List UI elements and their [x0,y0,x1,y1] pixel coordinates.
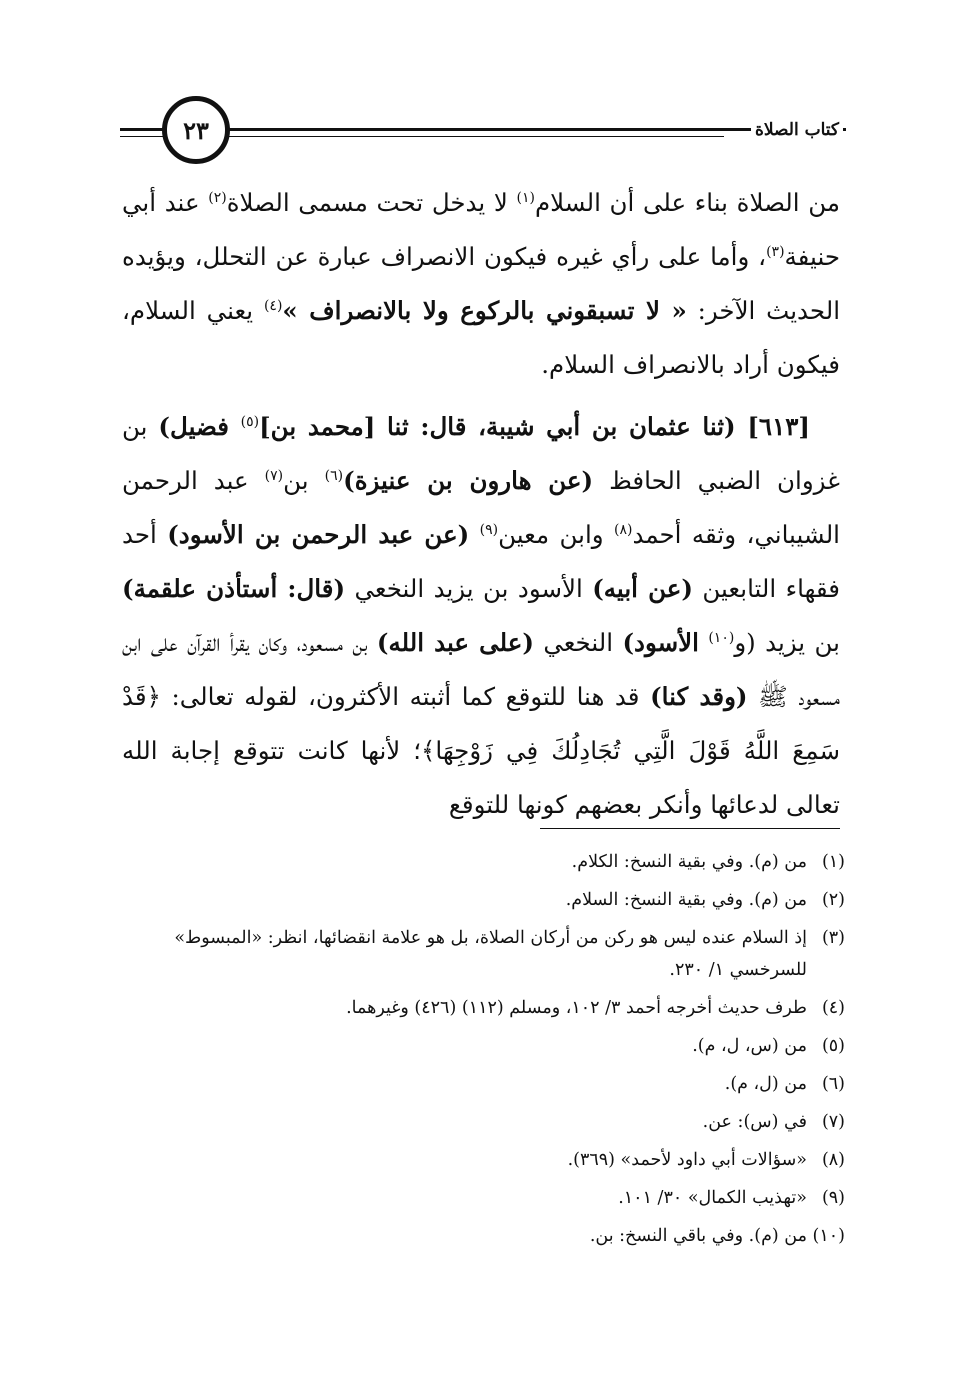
body-paragraph [122,176,840,392]
bold-text: الأسود) [622,628,699,657]
bold-text: [٦١٣] (ثنا عثمان بن أبي شيبة، قال: ثنا [محمد بن] [259,412,810,441]
footnote-number: (١) [821,852,845,872]
footnote-item [120,1144,845,1176]
footnote-number: (٩) [821,1188,845,1208]
footnote-number: (٢) [821,890,845,910]
footnote-text: في (س): عن. [702,1112,807,1132]
footnote-text: طرف حديث أخرجه أحمد ٣/ ١٠٢، ومسلم (١١٢) (٤٢٦) وغيرهما. [346,998,807,1018]
text-run [469,520,479,549]
footnote-text: إذ السلام عنده ليس هو ركن من أركان الصلاة، بل هو علامة انقضائها، انظر: «المبسوط» للسرخسي ١/ ٢٣٠. [174,928,807,980]
bold-text: (قال: أستأذن علقمة) [122,574,346,603]
text-run: أحد فقهاء التابعين [122,520,840,603]
text-run: بن غزوان الضبي الحافظ [122,412,840,495]
text-run: ، وأما على رأي غيره فيكون الانصراف عبارة عن التحلل، ويؤيده الحديث الآخر: [122,242,840,325]
footnote-marker: (٥) [240,413,260,430]
footnote-marker: (٢) [208,189,227,206]
bold-text: فضيل) [158,412,241,441]
footnote-marker: (٣) [766,243,785,260]
text-run: النخعي [533,628,623,657]
footnote-item [120,1068,845,1100]
header-rule-right-thin [224,136,724,137]
footnote-item [120,884,845,916]
text-run: بن يزيد (و [734,628,840,657]
footnote-text: من (س، ل، م). [692,1036,807,1056]
footnote-item [120,1220,845,1252]
footnote-marker: (٨) [614,521,633,538]
footnote-text: من (م). وفي بقية النسخ: السلام. [565,890,807,910]
footnote-text: من (م). وفي باقي النسخ: بن. [589,1226,807,1246]
footnote-number: (٥) [821,1036,845,1056]
bold-text: (عن أبيه) [592,574,693,603]
bold-text: (على عبد الله) [376,628,534,657]
text-run: لا يدخل تحت مسمى الصلاة [226,188,517,217]
footnote-number: (٨) [821,1150,845,1170]
footnote-text: من (م). وفي بقية النسخ: الكلام. [571,852,807,872]
footnote-item [120,1182,845,1214]
footnote-marker: (١٠) [708,629,735,646]
header-rule-left [120,128,168,131]
text-run: يعني السلام، فيكون أراد بالانصراف السلام. [122,296,840,379]
footnote-number: (٧) [821,1112,845,1132]
footnote-text: «تهذيب الكمال» ٣٠/ ١٠١. [618,1188,807,1208]
body-text [122,176,840,832]
header-rule-left-thin [120,136,168,137]
footnote-number: (٦) [821,1074,845,1094]
footnote-item [120,1106,845,1138]
running-title: كتاب الصلاة [751,120,843,140]
bold-text: « لا تسبقوني بالركوع ولا بالانصراف » [282,296,687,325]
footnote-number: (٤) [821,998,845,1018]
footnote-item [120,1030,845,1062]
footnote-number: (١٠) [812,1226,845,1246]
footnote-marker: (٤) [263,297,283,314]
footnote-item [120,992,845,1024]
text-run: وابن معين [498,520,615,549]
page-number-circle [162,96,230,164]
footnote-separator [540,828,840,829]
text-run: عند أبي حنيفة [122,188,840,271]
footnote-number: (٣) [821,928,845,948]
footnote-text: من (ل، م). [724,1074,807,1094]
footnote-item [120,922,845,986]
footnote-marker: (١) [516,189,535,206]
footnote-marker: (٧) [264,467,284,484]
bold-text: (وقد كنا) [650,682,748,711]
footnote-marker: (٦) [324,467,344,484]
text-run [699,628,708,657]
text-run: بن [283,466,325,495]
body-paragraph [122,400,840,832]
bold-text: (عن عبد الرحمن بن الأسود) [167,520,470,549]
footnote-item [120,846,845,878]
text-run: قد هنا للتوقع كما أثبته الأكثرون، لقوله تعالى: ﴿قَدْ سَمِعَ اللَّهُ قَوْلَ الَّتِي تُجَادِلُكَ فِي زَوْجِهَا﴾؛ لأنها كانت تتوقع إجابة الله تعالى لدعائها وأنكر بعضهم كونها للتوقع [122,682,840,819]
footnote-list [120,846,845,1258]
footnote-marker: (٩) [479,521,499,538]
footnote-text: «سؤالات أبي داود لأحمد» (٣٦٩). [567,1150,807,1170]
page-number: ٢٣ [183,115,209,145]
text-run: من الصلاة بناء على أن السلام [534,188,840,217]
text-run: بن مسعود، وكان يقرأ القرآن على ابن مسعود ﷺ [122,628,840,711]
bold-text: (عن هارون بن عنيزة) [343,466,594,495]
text-run: عبد الرحمن الشيباني، وثقه أحمد [122,466,840,549]
text-run: الأسود بن يزيد النخعي [345,574,593,603]
